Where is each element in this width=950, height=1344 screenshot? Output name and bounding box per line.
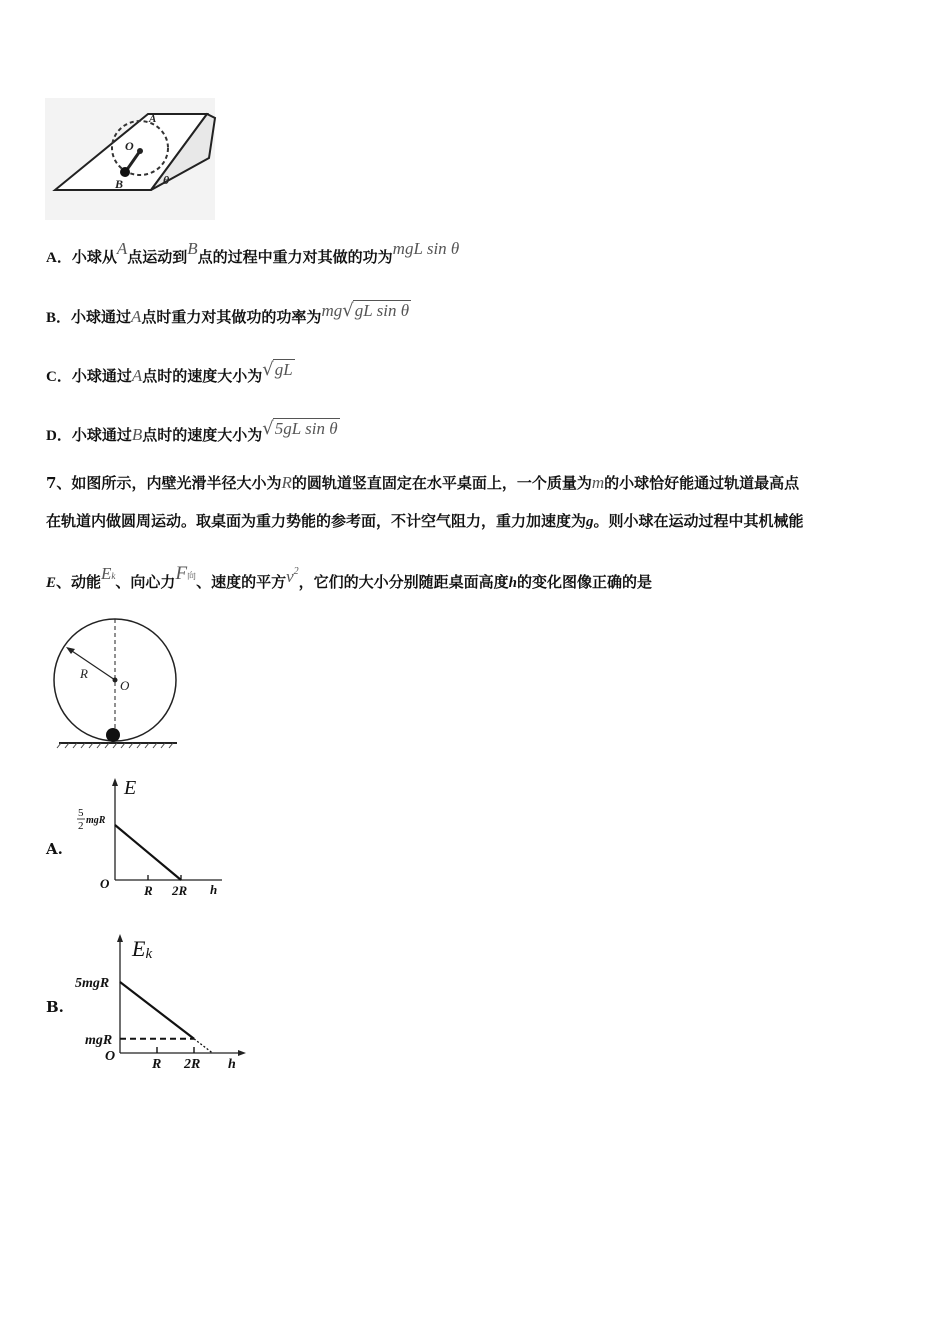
graph-option-a-label: A.	[46, 840, 63, 858]
math-subscript: 向	[187, 571, 197, 581]
option-text: 小球从	[71, 248, 117, 266]
q7-line-2	[46, 510, 804, 531]
math-var: B	[131, 425, 143, 444]
x-axis-label: h	[228, 1057, 236, 1072]
x-tick-label: R	[152, 1057, 162, 1072]
q7-line-3	[46, 563, 652, 593]
question-text: 、动能	[56, 573, 102, 591]
option-label: D．	[46, 428, 72, 444]
origin-label: O	[100, 876, 110, 891]
question-text: 的圆轨道竖直固定在水平桌面上，一个质量为	[291, 474, 592, 492]
option-text: 点时重力对其做功的功率为	[141, 308, 322, 326]
label-r: R	[80, 666, 88, 681]
q6-option-d	[46, 418, 340, 445]
math-var: v	[286, 567, 294, 586]
sqrt-icon: √	[262, 359, 274, 380]
x-tick-label: 2R	[184, 1057, 201, 1072]
y-axis-arrow	[117, 934, 123, 942]
origin-label: O	[105, 1049, 116, 1064]
y-tick-label: mgR	[85, 1032, 113, 1048]
math-var: E	[101, 564, 112, 583]
y-axis-arrow	[112, 778, 118, 786]
math-expression: mgL sin θ	[392, 239, 460, 258]
math-var: A	[131, 366, 143, 385]
math-var: E	[46, 575, 57, 591]
math-var: A	[131, 307, 142, 326]
y-tick-frac-den: 2	[78, 820, 84, 832]
option-text: 点时的速度大小为	[142, 426, 263, 444]
series-line-extension	[194, 1039, 213, 1053]
question-text: 、向心力	[115, 573, 176, 591]
math-var: A	[116, 239, 128, 258]
y-tick-label: 5mgR	[75, 976, 110, 991]
math-expression: mg	[321, 301, 343, 320]
q7-line-1	[46, 472, 799, 493]
option-label: C．	[46, 369, 72, 385]
question-text: ，它们的大小分别随距桌面高度	[298, 573, 509, 591]
q6-option-c	[46, 359, 295, 386]
option-label: B．	[46, 310, 72, 326]
label-theta: θ	[163, 173, 170, 187]
option-text: 小球通过	[71, 426, 132, 444]
math-expression: 5gL sin θ	[274, 419, 338, 438]
series-line-ek	[120, 982, 194, 1039]
graph-option-b-label: B.	[46, 998, 64, 1016]
x-tick-label: 2R	[172, 883, 188, 898]
y-axis-label: Ek	[132, 936, 153, 962]
circle-track-figure	[55, 612, 185, 752]
question-text: 。则小球在运动过程中其机械能	[593, 512, 804, 530]
option-text: 小球通过	[71, 308, 132, 326]
question-text: 的小球恰好能通过轨道最高点	[604, 474, 800, 492]
question-text: 、速度的平方	[196, 573, 287, 591]
graph-option-a	[72, 772, 232, 900]
option-text: 小球通过	[71, 367, 132, 385]
x-tick-label: R	[144, 883, 153, 898]
option-text: 点的过程中重力对其做的功为	[197, 248, 393, 266]
math-var: R	[281, 473, 292, 492]
math-var: g	[586, 514, 594, 530]
q6-option-b	[46, 300, 411, 327]
math-var: m	[591, 473, 605, 492]
math-var: B	[187, 239, 198, 258]
y-axis-label: E	[124, 777, 137, 799]
math-subscript: k	[111, 571, 116, 581]
label-b: B	[115, 177, 124, 191]
math-expression: gL sin θ	[354, 301, 410, 320]
label-o: O	[125, 139, 134, 153]
option-text: 点时的速度大小为	[142, 367, 263, 385]
incline-figure	[45, 98, 215, 220]
math-superscript: 2	[293, 566, 299, 577]
series-line-e	[115, 825, 181, 880]
math-var: h	[508, 575, 517, 591]
x-axis-arrow	[238, 1050, 246, 1056]
label-o: O	[120, 678, 130, 693]
option-label: A．	[46, 250, 72, 266]
question-text: 在轨道内做圆周运动。取桌面为重力势能的参考面，不计空气阻力，重力加速度为	[46, 512, 587, 530]
y-tick-label: mgR	[86, 815, 106, 826]
q6-option-a	[46, 239, 460, 267]
graph-option-b	[75, 930, 260, 1076]
x-axis-label: h	[210, 882, 218, 897]
question-text: 的变化图像正确的是	[516, 573, 652, 591]
option-text: 点运动到	[127, 248, 188, 266]
question-text: 7、如图所示，内壁光滑半径大小为	[46, 474, 282, 492]
sqrt-icon: √	[262, 418, 274, 439]
y-tick-frac-num: 5	[78, 807, 84, 819]
sqrt-icon: √	[342, 300, 354, 321]
label-a: A	[149, 113, 157, 125]
math-var: F	[175, 563, 188, 584]
math-expression: gL	[274, 360, 293, 379]
